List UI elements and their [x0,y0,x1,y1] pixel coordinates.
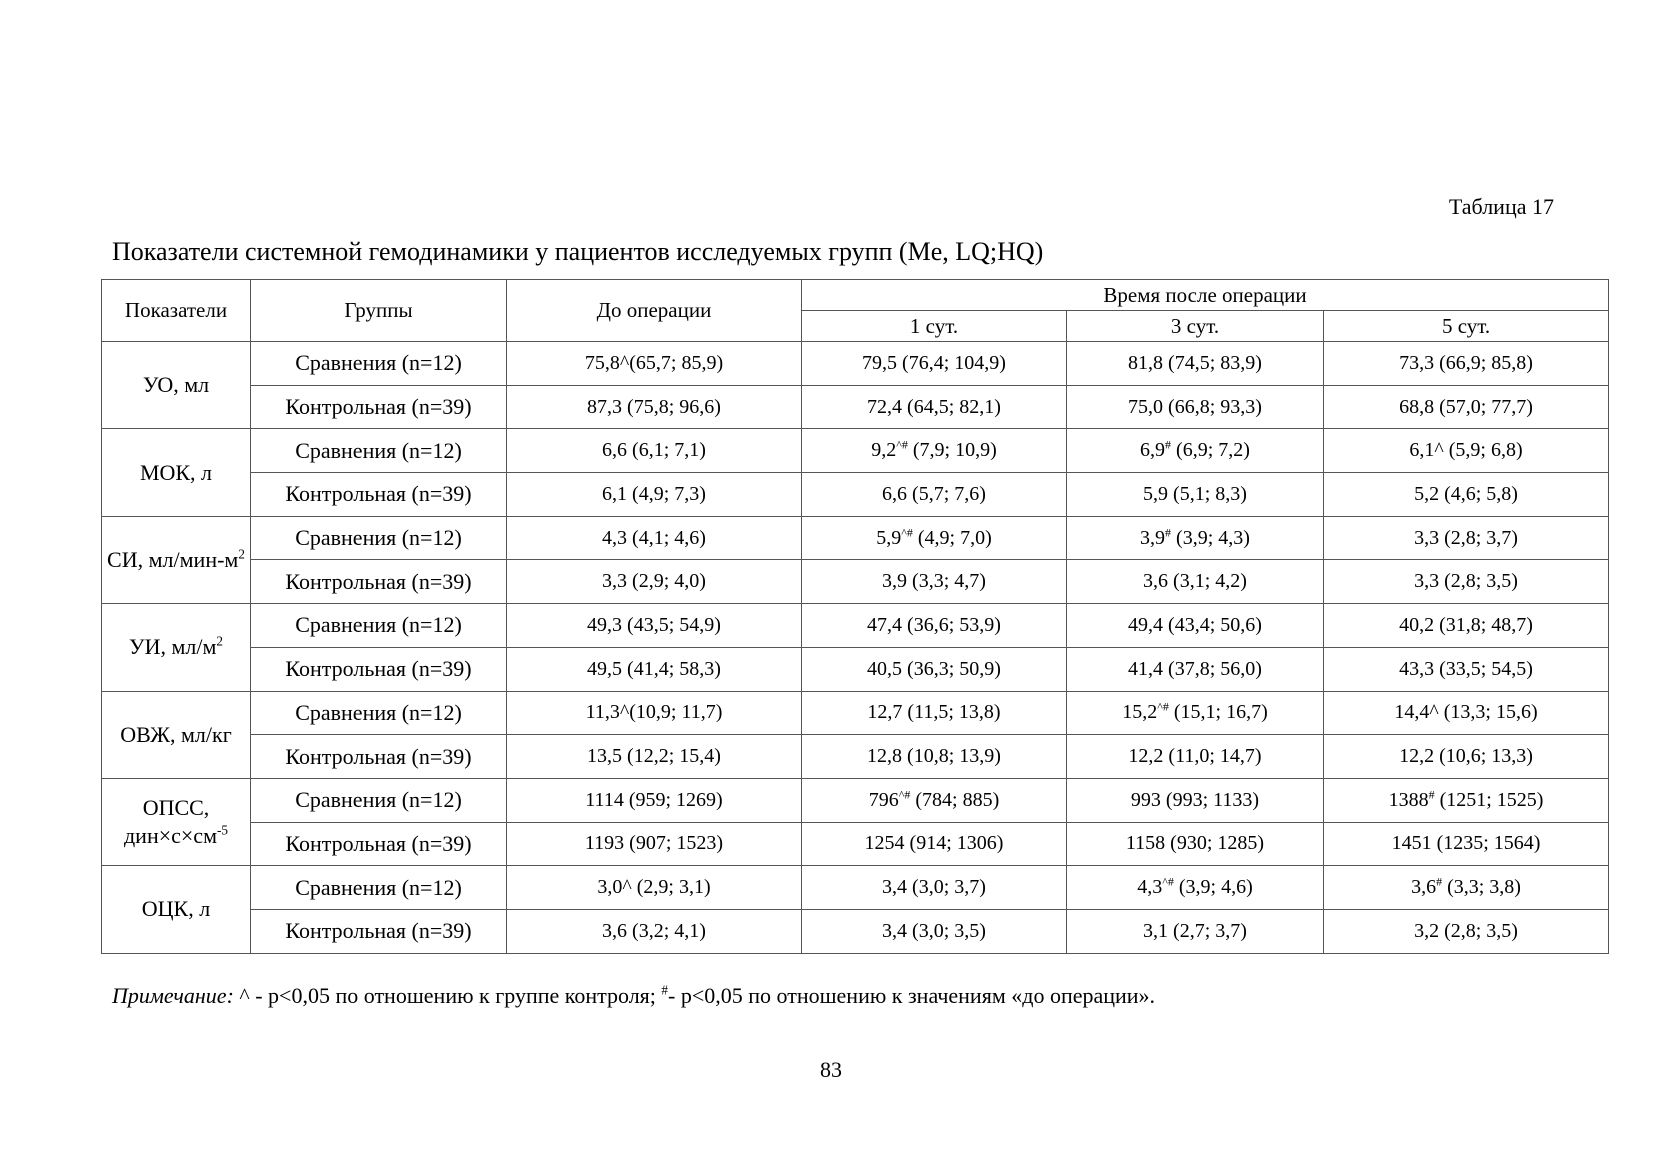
group-cell: Сравнения (n=12) [251,866,507,910]
parameter-cell [102,691,251,778]
group-cell: Контрольная (n=39) [251,647,507,691]
table-note [112,983,1155,1009]
group-cell: Контрольная (n=39) [251,560,507,604]
value-cell [1324,429,1609,473]
value-main: 79,5 (76,4; 104,9) [862,351,1006,374]
note-sup: # [661,982,668,998]
value-main: 993 (993; 1133) [1130,788,1260,811]
table-row [102,516,1609,560]
value-main: 3,9 [1140,526,1166,549]
value-significance-mark: ^# [896,437,908,452]
value-main: 49,4 (43,4; 50,6) [1128,613,1262,636]
value-cell [1067,604,1324,648]
note-text-2: - p<0,05 по отношению к значениям «до операции». [668,983,1156,1008]
value-range: (3,9; 4,3) [1171,526,1250,549]
value-main: 11,3^(10,9; 11,7) [585,701,723,724]
value-significance-mark: ^# [1157,699,1169,714]
parameter-cell [102,866,251,953]
table-row [102,735,1609,779]
value-main: 12,7 (11,5; 13,8) [867,701,1001,724]
table-row [102,429,1609,473]
parameter-name: ОЦК, л [141,896,211,922]
value-main: 5,2 (4,6; 5,8) [1414,482,1518,505]
value-main: 72,4 (64,5; 82,1) [867,395,1001,418]
value-significance-mark: # [1436,874,1443,889]
value-cell [507,604,802,648]
value-cell [1324,735,1609,779]
value-main: 68,8 (57,0; 77,7) [1399,395,1533,418]
value-main: 49,3 (43,5; 54,9) [587,613,721,636]
value-main: 1193 (907; 1523) [584,832,724,855]
value-main: 73,3 (66,9; 85,8) [1399,351,1533,374]
value-cell [802,516,1067,560]
value-main: 49,5 (41,4; 58,3) [587,657,721,680]
table-row [102,473,1609,517]
table-caption: Показатели системной гемодинамики у пациентов исследуемых групп (Me, LQ;HQ) [112,237,1044,266]
table-row [102,342,1609,386]
value-cell [1067,866,1324,910]
parameter-cell [102,516,251,603]
value-main: 1158 (930; 1285) [1125,832,1265,855]
value-cell [802,604,1067,648]
group-cell: Сравнения (n=12) [251,429,507,473]
value-main: 75,0 (66,8; 93,3) [1128,395,1262,418]
group-cell: Контрольная (n=39) [251,473,507,517]
value-main: 3,1 (2,7; 3,7) [1143,919,1247,942]
value-main: 3,2 (2,8; 3,5) [1414,919,1518,942]
value-range: (1251; 1525) [1434,788,1544,811]
value-cell [802,909,1067,953]
value-cell [802,429,1067,473]
value-cell [1067,647,1324,691]
value-range: (784; 885) [910,788,1000,811]
value-main: 1388 [1388,788,1429,811]
value-main: 3,9 (3,3; 4,7) [882,570,986,593]
group-cell: Сравнения (n=12) [251,604,507,648]
value-cell [1324,473,1609,517]
value-main: 1451 (1235; 1564) [1391,832,1541,855]
header-parameters: Показатели [102,280,251,342]
parameter-name: МОК, л [139,459,213,485]
value-cell [507,560,802,604]
value-main: 6,1 (4,9; 7,3) [602,482,706,505]
table-body [102,342,1609,954]
value-cell [507,778,802,822]
value-cell [1067,560,1324,604]
value-main: 6,9 [1140,439,1166,462]
value-cell [1324,342,1609,386]
value-significance-mark: # [1165,524,1172,539]
parameter-name: ОПСС, дин×с×см [123,795,217,849]
table-row [102,909,1609,953]
value-main: 12,2 (10,6; 13,3) [1399,745,1533,768]
table-row [102,560,1609,604]
parameter-name: СИ, мл/мин-м [107,546,239,572]
value-main: 15,2 [1122,701,1158,724]
value-cell [507,516,802,560]
group-cell: Сравнения (n=12) [251,516,507,560]
value-cell [802,691,1067,735]
value-range: ^(65,7; 85,9) [619,351,724,374]
value-cell [1067,385,1324,429]
value-main: 9,2 [871,439,897,462]
parameter-name: ОВЖ, мл/кг [120,721,232,747]
table-row [102,778,1609,822]
value-main: 47,4 (36,6; 53,9) [867,613,1001,636]
group-cell: Сравнения (n=12) [251,778,507,822]
value-cell [507,735,802,779]
value-cell [507,429,802,473]
value-main: 4,3 [1137,876,1163,899]
value-cell [1067,342,1324,386]
parameter-unit-exponent: 2 [238,546,245,562]
value-main: 43,3 (33,5; 54,5) [1399,657,1533,680]
value-cell [507,473,802,517]
value-cell [1067,778,1324,822]
value-cell [507,909,802,953]
value-main: 3,0^ (2,9; 3,1) [597,876,711,899]
parameter-cell [102,778,251,865]
group-cell: Контрольная (n=39) [251,385,507,429]
value-cell [802,560,1067,604]
parameter-name: УИ, мл/м [129,634,217,660]
value-cell [1067,516,1324,560]
value-main: 3,4 (3,0; 3,7) [882,876,986,899]
value-main: 3,6 (3,2; 4,1) [602,919,706,942]
value-significance-mark: # [1428,787,1435,802]
value-range: (4,9; 7,0) [912,526,992,549]
value-cell [1067,691,1324,735]
parameter-unit-exponent: 2 [216,633,223,649]
value-main: 1254 (914; 1306) [864,832,1004,855]
value-significance-mark: ^# [898,787,911,802]
value-significance-mark: ^# [1162,874,1174,889]
value-main: 3,6 [1411,876,1437,899]
parameter-cell [102,342,251,429]
value-cell [1324,516,1609,560]
value-main: 6,6 (6,1; 7,1) [602,439,706,462]
value-range: (6,9; 7,2) [1171,439,1250,462]
value-main: 3,6 (3,1; 4,2) [1143,570,1247,593]
parameter-cell [102,604,251,691]
value-cell [1067,822,1324,866]
value-main: 40,2 (31,8; 48,7) [1399,613,1533,636]
header-groups: Группы [251,280,507,342]
value-main: 12,2 (11,0; 14,7) [1128,745,1262,768]
value-main: 40,5 (36,3; 50,9) [867,657,1001,680]
group-cell: Контрольная (n=39) [251,822,507,866]
header-day-1: 1 сут. [802,311,1067,342]
value-cell [1324,691,1609,735]
value-cell [802,473,1067,517]
group-cell: Сравнения (n=12) [251,342,507,386]
value-main: 6,6 (5,7; 7,6) [882,482,986,505]
parameter-name: УО, мл [142,372,210,398]
value-cell [1067,735,1324,779]
value-cell [1067,429,1324,473]
value-cell [1324,778,1609,822]
value-cell [802,385,1067,429]
value-cell [507,647,802,691]
value-cell [507,866,802,910]
page-number: 83 [820,1057,842,1082]
value-significance-mark: ^# [901,524,913,539]
value-range: (3,3; 3,8) [1442,876,1521,899]
value-main: 3,4 (3,0; 3,5) [882,919,986,942]
header-after-surgery: Время после операции [802,280,1609,311]
value-significance-mark: # [1165,437,1172,452]
parameter-unit-exponent: -5 [217,822,228,838]
value-cell [1324,560,1609,604]
value-cell [507,342,802,386]
value-cell [1067,909,1324,953]
parameter-cell [102,429,251,516]
table-row [102,822,1609,866]
value-main: 3,3 (2,8; 3,5) [1414,570,1518,593]
value-cell [802,342,1067,386]
value-main: 41,4 (37,8; 56,0) [1128,657,1262,680]
value-cell [802,866,1067,910]
value-main: 796 [868,788,899,811]
value-main: 3,3 (2,8; 3,7) [1414,526,1518,549]
value-cell [1324,822,1609,866]
header-before-surgery: До операции [507,280,802,342]
value-cell [507,385,802,429]
value-main: 1114 (959; 1269) [585,788,723,811]
value-main: 14,4^ (13,3; 15,6) [1394,701,1538,724]
value-main: 87,3 (75,8; 96,6) [587,395,721,418]
value-main: 81,8 (74,5; 83,9) [1128,351,1262,374]
value-cell [1324,604,1609,648]
value-range: (15,1; 16,7) [1168,701,1268,724]
value-cell [1324,647,1609,691]
value-cell [507,822,802,866]
table-number: Таблица 17 [1448,194,1554,219]
value-cell [802,647,1067,691]
group-cell: Контрольная (n=39) [251,735,507,779]
value-main: 3,3 (2,9; 4,0) [602,570,706,593]
note-text-1: ^ - p<0,05 по отношению к группе контроля; [233,983,662,1008]
value-main: 5,9 (5,1; 8,3) [1143,482,1247,505]
value-main: 13,5 (12,2; 15,4) [587,745,721,768]
value-cell [802,735,1067,779]
value-cell [1067,473,1324,517]
header-day-3: 3 сут. [1067,311,1324,342]
value-cell [802,778,1067,822]
header-day-5: 5 сут. [1324,311,1609,342]
value-main: 4,3 (4,1; 4,6) [602,526,706,549]
table-row [102,647,1609,691]
group-cell: Контрольная (n=39) [251,909,507,953]
value-range: (7,9; 10,9) [907,439,997,462]
value-cell [1324,385,1609,429]
table-row [102,691,1609,735]
group-cell: Сравнения (n=12) [251,691,507,735]
value-cell [1324,909,1609,953]
value-main: 75,8 [584,351,620,374]
table-row [102,866,1609,910]
value-main: 6,1^ (5,9; 6,8) [1409,439,1523,462]
value-cell [507,691,802,735]
value-main: 5,9 [876,526,902,549]
note-label: Примечание: [112,983,234,1008]
hemodynamics-table [101,279,1609,954]
value-main: 12,8 (10,8; 13,9) [867,745,1001,768]
table-row [102,385,1609,429]
value-range: (3,9; 4,6) [1173,876,1253,899]
value-cell [802,822,1067,866]
value-cell [1324,866,1609,910]
table-row [102,604,1609,648]
